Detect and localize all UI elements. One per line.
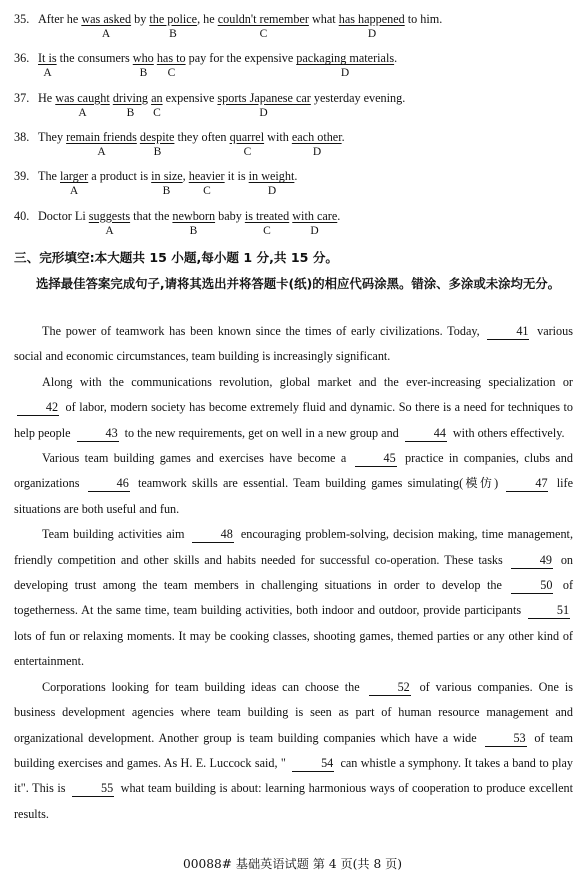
sentence-text: that the [130,208,173,223]
option-label: B [162,185,171,198]
option-label: B [189,224,198,237]
blank-51: 51 [528,602,570,619]
question-36 [14,47,574,83]
sentence-text: . [294,169,298,184]
sentence-text: with [264,129,292,144]
sentence-text: pay for the expensive [185,51,297,66]
passage-paragraph: Various team building games and exercises have become a 45 practice in companies, clubs and organizations 46 teamwork skills are essential. Team building games simulating(模仿) 47 life situations are both useful and fun. [14,451,573,516]
underlined-option: suggests [88,208,131,223]
sentence-text: . [394,51,398,66]
option-label: D [367,28,377,40]
passage-paragraph: Team building activities aim 48 encouraging problem-solving, decision making, time management, friendly competition and other skills and habits needed for successful co-operation. These tasks 49 on developing trust among the team members in challenging situations in order to develop the 50 of togetherness. At the same time, team building activities, both indoor and outdoor, provide participants 51 lots of fun or relaxing moments. It may be cooking classes, shooting games, themed parties or any other kind of entertainment. [14,527,574,669]
option-label: B [139,67,148,80]
option-label: C [167,67,176,80]
underlined-option: the police [149,12,198,26]
option-label: C [243,145,252,158]
blank-41: 41 [487,323,529,340]
blank-43: 43 [77,425,119,442]
sentence-text: . [341,129,345,144]
option-label: C [263,224,271,237]
sentence-text: the consumers [56,51,133,66]
option-label: A [78,106,87,119]
underlined-option: each other [291,129,342,144]
blank-49: 49 [511,552,553,569]
question-sentence [14,51,397,66]
blank-55: 55 [72,780,114,797]
sentence-text: they often [174,129,230,144]
question-sentence [14,91,405,106]
option-label: D [340,67,350,80]
sentence-text: Doctor Li [38,208,89,223]
blank-42: 42 [17,399,59,416]
underlined-option: despite [139,129,175,144]
underlined-option: in size [151,169,183,184]
question-sentence [14,12,442,27]
blank-48: 48 [192,526,234,543]
option-label: D [312,145,322,158]
underlined-option: quarrel [229,129,265,144]
underlined-option: has happened [338,12,405,26]
option-label: C [259,28,268,40]
sentence-text: by [131,12,150,26]
sentence-text: what [308,12,339,26]
question-40 [14,205,574,241]
cloze-passage [14,319,573,827]
blank-45: 45 [355,450,397,467]
option-label: C [203,185,211,198]
question-sentence [14,130,345,145]
blank-46: 46 [88,475,130,492]
blank-53: 53 [485,730,527,747]
option-label: B [169,28,177,40]
underlined-option: was caught [55,90,110,105]
option-label: B [153,145,162,158]
question-37 [14,87,574,123]
question-39 [14,165,574,201]
question-sentence [14,169,297,184]
sentence-text: , [182,169,189,184]
question-38 [14,126,574,162]
underlined-option: is treated [244,208,290,223]
question-number: 35. [14,12,30,26]
underlined-option: couldn't remember [217,12,309,26]
underlined-option: packaging materials [296,51,395,66]
sentence-text: , he [197,12,218,26]
option-label: A [105,224,114,237]
passage-paragraph: Corporations looking for team building ideas can choose the 52 of various companies. One is business development agencies where team building is seen as part of human resource management and organizational development. Another group is team building companies which have a wide 53 of team building exercises and games. As H. E. Luccock said, " 54 can whistle a symphony. It takes a band to play it". This is 55 what team building is about: learning harmonious ways of cooperation to produce excellent results. [14,679,573,821]
option-label: A [101,28,111,40]
question-35 [14,8,574,44]
passage-paragraph: The power of teamwork has been known since the times of early civilizations. Today, 41 various social and economic circumstances, team building is increasingly significant. [14,324,573,364]
sentence-text: a product is [88,169,152,184]
underlined-option: an [151,90,163,105]
sentence-text: expensive [162,90,218,105]
passage-paragraph: Along with the communications revolution, global market and the ever-increasing specialization or 42 of labor, modern society has become extremely fluid and dynamic. So there is a need for techniques to help people 43 to the new requirements, get on well in a new group and 44 with others effectively. [14,374,573,440]
underlined-option: heavier [188,169,225,184]
option-label: A [43,67,52,80]
sentence-text: it is [224,169,249,184]
option-label: C [153,106,161,119]
sentence-text: The [38,169,60,184]
underlined-option: remain friends [66,129,137,144]
underlined-option: larger [60,169,89,184]
page-footer: 00088# 基础英语试题 第 4 页(共 8 页) [182,857,403,871]
blank-47: 47 [506,475,548,492]
option-label: D [310,224,319,237]
option-label: D [259,106,268,119]
option-label: A [69,185,79,198]
underlined-option: was asked [81,12,132,26]
section-instruction: 选择最佳答案完成句子,请将其选出并将答题卡(纸)的相应代码涂黑。错涂、多涂或未涂均无分。 [36,276,561,291]
sentence-text: . [337,208,341,223]
underlined-option: sports Japanese car [217,90,311,105]
option-label: A [97,145,106,158]
blank-50: 50 [511,577,553,594]
option-label: B [126,106,135,119]
sentence-text: yesterday evening. [310,90,406,105]
question-number: 36. [14,51,30,66]
sentence-text: He [38,90,56,105]
underlined-option: has to [156,51,186,66]
question-number: 40. [14,208,30,223]
question-number: 38. [14,129,30,144]
underlined-option: driving [112,90,149,105]
section-heading: 三、完形填空:本大题共 15 小题,每小题 1 分,共 15 分。 [14,250,339,265]
question-number: 39. [14,169,30,184]
sentence-text: baby [215,208,245,223]
sentence-text: to him. [404,12,443,26]
question-number: 37. [14,90,30,105]
blank-52: 52 [369,679,411,696]
underlined-option: in weight [248,169,295,184]
blank-54: 54 [292,755,334,772]
sentence-text: They [38,129,67,144]
underlined-option: who [132,51,154,66]
blank-44: 44 [405,425,447,442]
option-label: D [267,185,277,198]
underlined-option: It is [38,51,57,66]
underlined-option: newborn [172,208,216,223]
sentence-text: After he [38,12,82,26]
underlined-option: with care [292,208,338,223]
question-sentence [14,209,340,224]
